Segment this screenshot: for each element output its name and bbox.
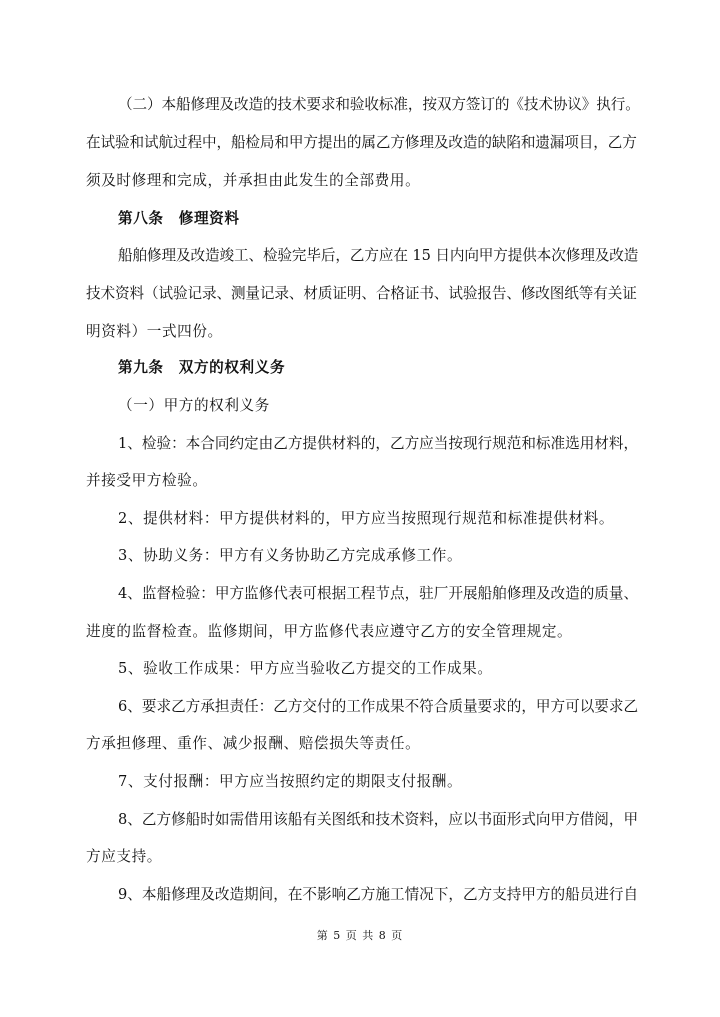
paragraph-line: 8、乙方修船时如需借用该船有关图纸和技术资料，应以书面形式向甲方借阅，甲: [118, 811, 639, 828]
paragraph-line: 技术资料（试验记录、测量记录、材质证明、合格证书、试验报告、修改图纸等有关证: [86, 285, 637, 302]
paragraph-line: （二）本船修理及改造的技术要求和验收标准，按双方签订的《技术协议》执行。: [118, 96, 640, 113]
paragraph-line: 在试验和试航过程中，船检局和甲方提出的属乙方修理及改造的缺陷和遗漏项目，乙方: [86, 134, 637, 151]
paragraph-line: 5、验收工作成果：甲方应当验收乙方提交的工作成果。: [118, 660, 493, 677]
paragraph-line: 船舶修理及改造竣工、检验完毕后，乙方应在 15 日内向甲方提供本次修理及改造: [118, 247, 639, 264]
paragraph-line: 6、要求乙方承担责任：乙方交付的工作成果不符合质量要求的，甲方可以要求乙: [118, 698, 639, 715]
paragraph-line: 进度的监督检查。监修期间，甲方监修代表应遵守乙方的安全管理规定。: [86, 623, 573, 640]
paragraph-line: 须及时修理和完成，并承担由此发生的全部费用。: [86, 172, 421, 189]
paragraph-line: 方应支持。: [86, 848, 162, 865]
page-number-footer: 第 5 页 共 8 页: [316, 929, 404, 942]
paragraph-line: 明资料）一式四份。: [86, 323, 223, 340]
article-8-heading: 第八条 修理资料: [118, 210, 240, 227]
subsection-heading: （一）甲方的权利义务: [118, 397, 270, 414]
paragraph-line: 9、本船修理及改造期间，在不影响乙方施工情况下，乙方支持甲方的船员进行自: [118, 886, 639, 903]
paragraph-line: 1、检验：本合同约定由乙方提供材料的，乙方应当按现行规范和标准选用材料，: [118, 435, 639, 452]
paragraph-line: 2、提供材料：甲方提供材料的，甲方应当按照现行规范和标准提供材料。: [118, 510, 615, 527]
paragraph-line: 4、监督检验：甲方监修代表可根据工程节点，驻厂开展船舶修理及改造的质量、: [118, 585, 639, 602]
paragraph-line: 并接受甲方检验。: [86, 472, 208, 489]
paragraph-line: 7、支付报酬：甲方应当按照约定的期限支付报酬。: [118, 773, 463, 790]
paragraph-line: 方承担修理、重作、减少报酬、赔偿损失等责任。: [86, 735, 421, 752]
article-9-heading: 第九条 双方的权利义务: [118, 359, 286, 376]
paragraph-line: 3、协助义务：甲方有义务协助乙方完成承修工作。: [118, 547, 463, 564]
